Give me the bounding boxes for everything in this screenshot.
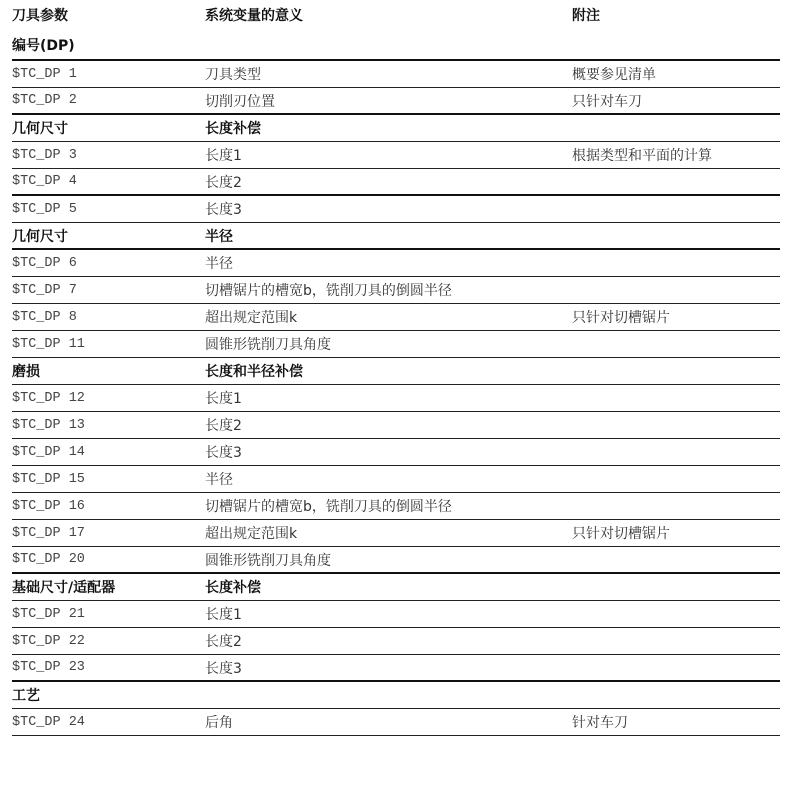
section-row [12,682,780,709]
cell-param: $TC_DP 16 [12,498,85,514]
cell-param: 几何尺寸 [12,121,68,137]
table-row [12,628,780,655]
cell-param: $TC_DP 21 [12,606,85,622]
table-row [12,493,780,520]
table-row [12,709,780,736]
cell-param: $TC_DP 22 [12,633,85,649]
cell-param: $TC_DP 8 [12,309,77,325]
cell-meaning: 后角 [205,715,233,731]
cell-meaning: 长度1 [205,148,242,164]
table-row [12,385,780,412]
cell-meaning: 长度2 [205,418,242,434]
tool-parameter-table [12,0,780,736]
table-row [12,412,780,439]
section-row [12,223,780,250]
cell-meaning: 切削刃位置 [205,93,275,110]
cell-param: $TC_DP 7 [12,282,77,298]
cell-param: $TC_DP 4 [12,174,77,189]
cell-meaning: 半径 [205,228,233,245]
section-row [12,574,780,601]
cell-note: 只针对切槽锯片 [572,526,670,542]
table-row [12,277,780,304]
table-row [12,439,780,466]
table-row [12,547,780,574]
cell-param: $TC_DP 23 [12,660,85,675]
cell-meaning: 切槽锯片的槽宽b，铣削刀具的倒圆半径 [205,283,452,299]
cell-param: $TC_DP 13 [12,417,85,433]
cell-meaning: 刀具类型 [205,67,261,83]
cell-meaning: 长度和半径补偿 [205,364,303,380]
table-row [12,61,780,88]
cell-note: 根据类型和平面的计算 [572,148,712,164]
cell-meaning: 长度1 [205,607,242,623]
cell-meaning: 长度3 [205,660,242,677]
cell-note: 概要参见清单 [572,67,656,83]
table-row [12,655,780,682]
cell-note: 只针对切槽锯片 [572,310,670,326]
table-row [12,169,780,196]
section-row [12,358,780,385]
table-row [12,142,780,169]
cell-meaning: 长度3 [205,445,242,461]
cell-meaning: 超出规定范围k [205,310,298,326]
table-row [12,331,780,358]
header-param-2: 编号(DP) [12,37,75,54]
cell-param: $TC_DP 17 [12,525,85,541]
cell-note: 只针对车刀 [572,93,642,110]
table-row [12,601,780,628]
cell-meaning: 圆锥形铣削刀具角度 [205,337,331,353]
cell-meaning: 半径 [205,256,233,272]
cell-note: 针对车刀 [572,715,628,731]
cell-param: $TC_DP 24 [12,714,85,730]
table-row [12,304,780,331]
cell-param: 工艺 [12,688,40,704]
table-row [12,250,780,277]
table-row [12,520,780,547]
header-meaning: 系统变量的意义 [205,8,303,24]
cell-param: $TC_DP 2 [12,93,77,108]
cell-meaning: 超出规定范围k [205,526,298,542]
cell-param: $TC_DP 3 [12,147,77,163]
cell-meaning: 长度补偿 [205,121,261,137]
cell-param: $TC_DP 6 [12,255,77,271]
cell-meaning: 长度2 [205,174,242,191]
header-param: 刀具参数 [12,8,68,24]
cell-meaning: 长度3 [205,202,242,218]
cell-param: $TC_DP 14 [12,444,85,460]
section-row [12,115,780,142]
cell-param: $TC_DP 11 [12,336,85,352]
cell-meaning: 长度1 [205,391,242,407]
cell-meaning: 圆锥形铣削刀具角度 [205,552,331,569]
cell-meaning: 长度补偿 [205,580,261,596]
cell-param: 几何尺寸 [12,228,68,245]
cell-param: $TC_DP 1 [12,66,77,82]
table-header [12,0,780,30]
cell-param: $TC_DP 12 [12,390,85,406]
cell-param: $TC_DP 5 [12,201,77,217]
table-row [12,466,780,493]
cell-param: $TC_DP 20 [12,552,85,567]
table-row [12,196,780,223]
cell-meaning: 长度2 [205,634,242,650]
cell-meaning: 切槽锯片的槽宽b，铣削刀具的倒圆半径 [205,499,452,515]
table-body [12,61,780,736]
cell-param: 磨损 [12,364,40,380]
table-header-2 [12,30,780,61]
cell-meaning: 半径 [205,472,233,488]
cell-param: $TC_DP 15 [12,471,85,487]
header-note: 附注 [572,8,600,24]
cell-param: 基础尺寸/适配器 [12,580,116,596]
table-row [12,88,780,115]
